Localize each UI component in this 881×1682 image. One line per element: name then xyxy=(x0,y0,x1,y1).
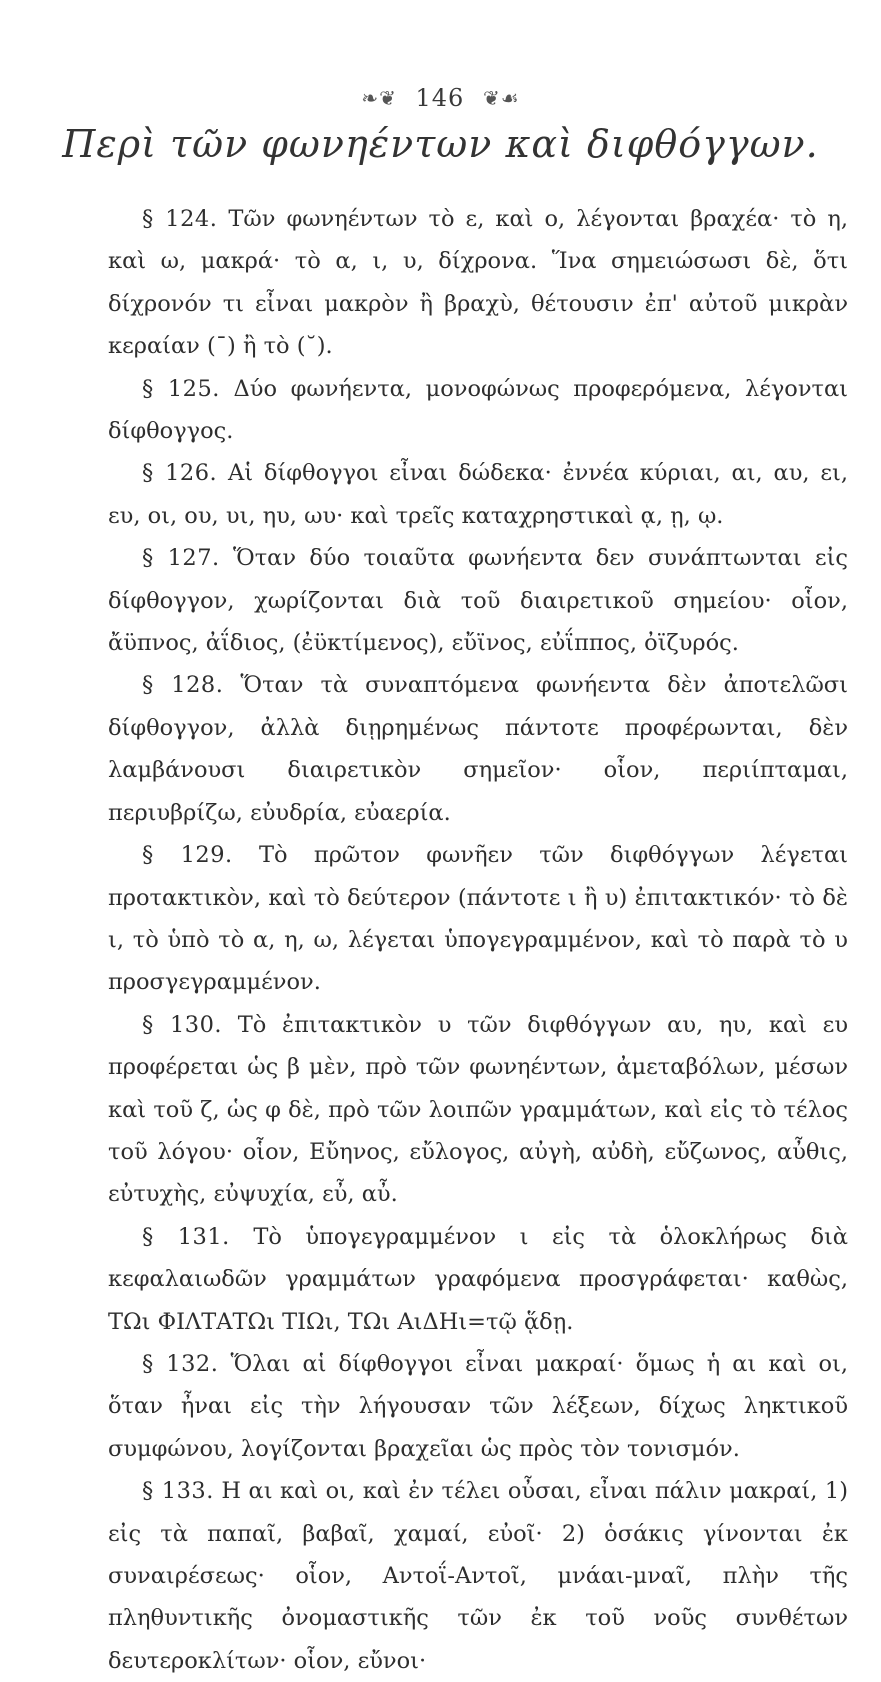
paragraph-text: Δύο φωνήεντα, μονοφώνως προφερόμενα, λέγονται δίφθογγος. xyxy=(108,375,848,445)
page-number: 146 xyxy=(415,83,465,112)
paragraph-text: Τὸ πρῶτον φωνῆεν τῶν διφθόγγων λέγεται προτακτικὸν, καὶ τὸ δεύτερον (πάντοτε ι ἢ υ) ἐπιτακτικόν· τὸ δὲ ι, τὸ ὑπὸ τὸ α, η, ω, λέγεται ὑπογεγραμμένον, καὶ τὸ παρὰ τὸ υ προσγεγραμμένον. xyxy=(108,842,848,996)
paragraph-number: § 128. xyxy=(142,672,224,699)
paragraph-number: § 125. xyxy=(142,375,220,402)
paragraph-text: Τὸ ἐπιτακτικὸν υ τῶν διφθόγγων αυ, ηυ, καὶ ευ προφέρεται ὡς β μὲν, πρὸ τῶν φωνηέντων, ἀμεταβόλων, μέσων καὶ τοῦ ζ, ὡς φ δὲ, πρὸ τῶν λοιπῶν γραμμάτων, καὶ εἰς τὸ τέλος τοῦ λόγου· οἷον, Εὔηνος, εὔλογος, αὐγὴ, αὐδὴ, εὔζωνος, αὖθις, εὐτυχὴς, εὐψυχία, εὖ, αὖ. xyxy=(108,1011,849,1208)
paragraph-128 xyxy=(108,664,848,834)
paragraph-131 xyxy=(108,1216,848,1343)
paragraph-132 xyxy=(108,1343,848,1470)
left-ornament-icon: ❧❦ xyxy=(361,85,397,110)
paragraph-text: Αἱ δίφθογγοι εἶναι δώδεκα· ἐννέα κύριαι, αι, αυ, ει, ευ, οι, ου, υι, ηυ, ωυ· καὶ τρεῖς καταχρηστικαὶ ᾳ, ῃ, ῳ. xyxy=(108,460,848,529)
paragraph-number: § 131. xyxy=(142,1223,230,1250)
paragraph-129 xyxy=(108,834,848,1004)
paragraph-125 xyxy=(108,368,848,453)
paragraph-number: § 129. xyxy=(142,842,233,869)
paragraph-number: § 127. xyxy=(142,545,220,572)
right-ornament-icon: ❦☙ xyxy=(482,85,520,110)
paragraph-number: § 132. xyxy=(142,1350,219,1377)
paragraph-133 xyxy=(108,1470,848,1682)
paragraph-text: Η αι καὶ οι, καὶ ἐν τέλει οὖσαι, εἶναι πάλιν μακραί, 1) εἰς τὰ παπαῖ, βαβαῖ, χαμαί, εὐοῖ· 2) ὁσάκις γίνονται ἐκ συναιρέσεως· οἷον, Αντοΐ-Αντοῖ, μνάαι-μναῖ, πλὴν τῆς πληθυντικῆς ὀνομαστικῆς τῶν ἐκ τοῦ νοῦς συνθέτων δευτεροκλίτων· οἷον, εὔνοι· xyxy=(108,1478,849,1674)
paragraph-number: § 124. xyxy=(142,206,218,232)
paragraph-text: Ὅταν τὰ συναπτόμενα φωνήεντα δὲν ἀποτελῶσι δίφθογγον, ἀλλὰ διῃρημένως πάντοτε προφέρωνται, δὲν λαμβάνουσι διαιρετικὸν σημεῖον· οἷον, περιίπταμαι, περιυβρίζω, εὐυδρία, εὐαερία. xyxy=(108,672,848,826)
paragraph-124 xyxy=(108,198,848,368)
paragraph-130 xyxy=(108,1004,848,1216)
paragraph-number: § 133. xyxy=(142,1478,214,1505)
paragraph-127 xyxy=(108,537,848,664)
paragraph-text: Ὅταν δύο τοιαῦτα φωνήεντα δεν συνάπτωνται εἰς δίφθογγον, χωρίζονται διὰ τοῦ διαιρετικοῦ σημείου· οἷον, ἄϋπνος, ἀΐδιος, (ἐϋκτίμενος), εὔϊνος, εὐΐππος, ὀϊζυρός. xyxy=(108,545,848,657)
paragraph-text: Τῶν φωνηέντων τὸ ε, καὶ ο, λέγονται βραχέα· τὸ η, καὶ ω, μακρά· τὸ α, ι, υ, δίχρονα. Ἵνα σημειώσωσι δὲ, ὅτι δίχρονόν τι εἶναι μακρὸν ἢ βραχὺ, θέτουσιν ἐπ' αὐτοῦ μικρὰν κεραίαν (¯) ἢ τὸ (˘). xyxy=(108,206,849,360)
section-title: Περὶ τῶν φωνηέντων καὶ διφθόγγων. xyxy=(62,122,819,166)
body-text xyxy=(108,198,848,1682)
paragraph-text: Τὸ ὑπογεγραμμένον ι εἰς τὰ ὁλοκλήρως διὰ κεφαλαιωδῶν γραμμάτων γραφόμενα προσγράφεται· καθὼς, ΤΩι ΦΙΛΤΑΤΩι ΤΙΩι, ΤΩι ΑιΔΗι=τῷ ᾅδῃ. xyxy=(108,1223,849,1335)
paragraph-number: § 126. xyxy=(142,460,218,487)
paragraph-126 xyxy=(108,452,848,537)
page-header xyxy=(0,82,881,112)
paragraph-number: § 130. xyxy=(142,1011,223,1038)
paragraph-text: Ὅλαι αἱ δίφθογγοι εἶναι μακραί· ὅμως ἡ αι καὶ οι, ὅταν ἦναι εἰς τὴν λήγουσαν τῶν λέξεων, δίχως ληκτικοῦ συμφώνου, λογίζονται βραχεῖαι ὡς πρὸς τὸν τονισμόν. xyxy=(108,1350,849,1462)
